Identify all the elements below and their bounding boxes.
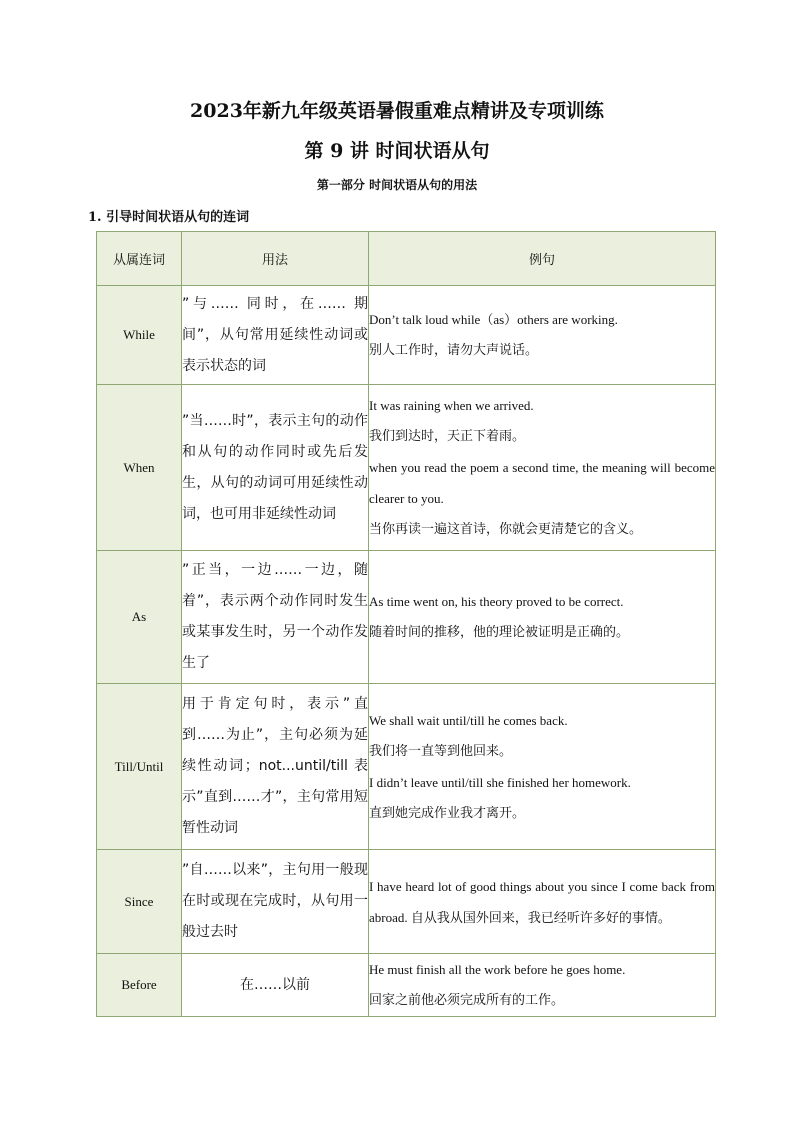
- table-row: [97, 551, 716, 684]
- conjunction-cell: When: [97, 385, 182, 551]
- conjunction-cell: Since: [97, 850, 182, 954]
- example-cell: [369, 954, 716, 1017]
- section-heading: 1. 引导时间状语从句的连词: [88, 210, 250, 225]
- conjunction-usage-table: [96, 231, 716, 1017]
- example-sentence: I didn’t leave until/till she finished her homework.: [369, 774, 631, 790]
- example-translation: 别人工作时，请勿大声说话。: [369, 343, 539, 358]
- conjunction-cell: While: [97, 286, 182, 385]
- example-cell: [369, 684, 716, 850]
- lesson-title: 第 9 讲 时间状语从句: [304, 140, 490, 162]
- example-sentence: As time went on, his theory proved to be correct.: [369, 594, 624, 609]
- example-cell: [369, 850, 716, 954]
- example-sentence: Don’t talk loud while（as）others are working.: [369, 312, 618, 327]
- part-heading: 第一部分 时间状语从句的用法: [316, 178, 478, 192]
- example-cell: [369, 551, 716, 684]
- usage-cell: 用于肯定句时，表示”直到……为止”，主句必须为延续性动词；not...until/till 表示”直到……才”，主句常用短暂性动词: [182, 684, 369, 850]
- table-header-row: [97, 232, 716, 286]
- document-title: 2023年新九年级英语暑假重难点精讲及专项训练: [190, 100, 604, 122]
- conjunction-cell: Till/Until: [97, 684, 182, 850]
- usage-cell: 在……以前: [182, 954, 369, 1017]
- example-sentence: We shall wait until/till he comes back.: [369, 712, 568, 728]
- conjunction-cell: Before: [97, 954, 182, 1017]
- example-translation: 我们到达时，天正下着雨。: [369, 429, 526, 444]
- example-translation: 回家之前他必须完成所有的工作。: [369, 993, 565, 1008]
- usage-cell: ”与…… 同时，在…… 期间”，从句常用延续性动词或表示状态的词: [182, 286, 369, 385]
- example-translation: 直到她完成作业我才离开。: [369, 805, 526, 821]
- column-header-example: 例句: [369, 232, 716, 286]
- example-sentence: when you read the poem a second time, the meaning will become clearer to you.: [369, 460, 715, 506]
- example-translation: 随着时间的推移，他的理论被证明是正确的。: [369, 625, 630, 640]
- usage-cell: ”自……以来”，主句用一般现在时或现在完成时，从句用一般过去时: [182, 850, 369, 954]
- column-header-conjunction: 从属连词: [97, 232, 182, 286]
- example-cell: [369, 385, 716, 551]
- example-translation: 我们将一直等到他回来。: [369, 743, 513, 759]
- table-row: [97, 385, 716, 551]
- usage-cell: ”当……时”，表示主句的动作和从句的动作同时或先后发生，从句的动词可用延续性动词，也可用非延续性动词: [182, 385, 369, 551]
- example-sentence: It was raining when we arrived.: [369, 398, 534, 413]
- example-sentence: I have heard lot of good things about you since I come back from abroad. 自从我从国外回来，我已经听许多好的事情。: [369, 878, 715, 925]
- example-sentence: He must finish all the work before he goes home.: [369, 962, 626, 977]
- example-translation: 当你再读一遍这首诗，你就会更清楚它的含义。: [369, 522, 643, 537]
- table-row: [97, 850, 716, 954]
- column-header-usage: 用法: [182, 232, 369, 286]
- table-row: [97, 684, 716, 850]
- table-row: [97, 286, 716, 385]
- table-row: [97, 954, 716, 1017]
- example-cell: [369, 286, 716, 385]
- usage-cell: ”正当，一边……一边，随着”，表示两个动作同时发生或某事发生时，另一个动作发生了: [182, 551, 369, 684]
- conjunction-cell: As: [97, 551, 182, 684]
